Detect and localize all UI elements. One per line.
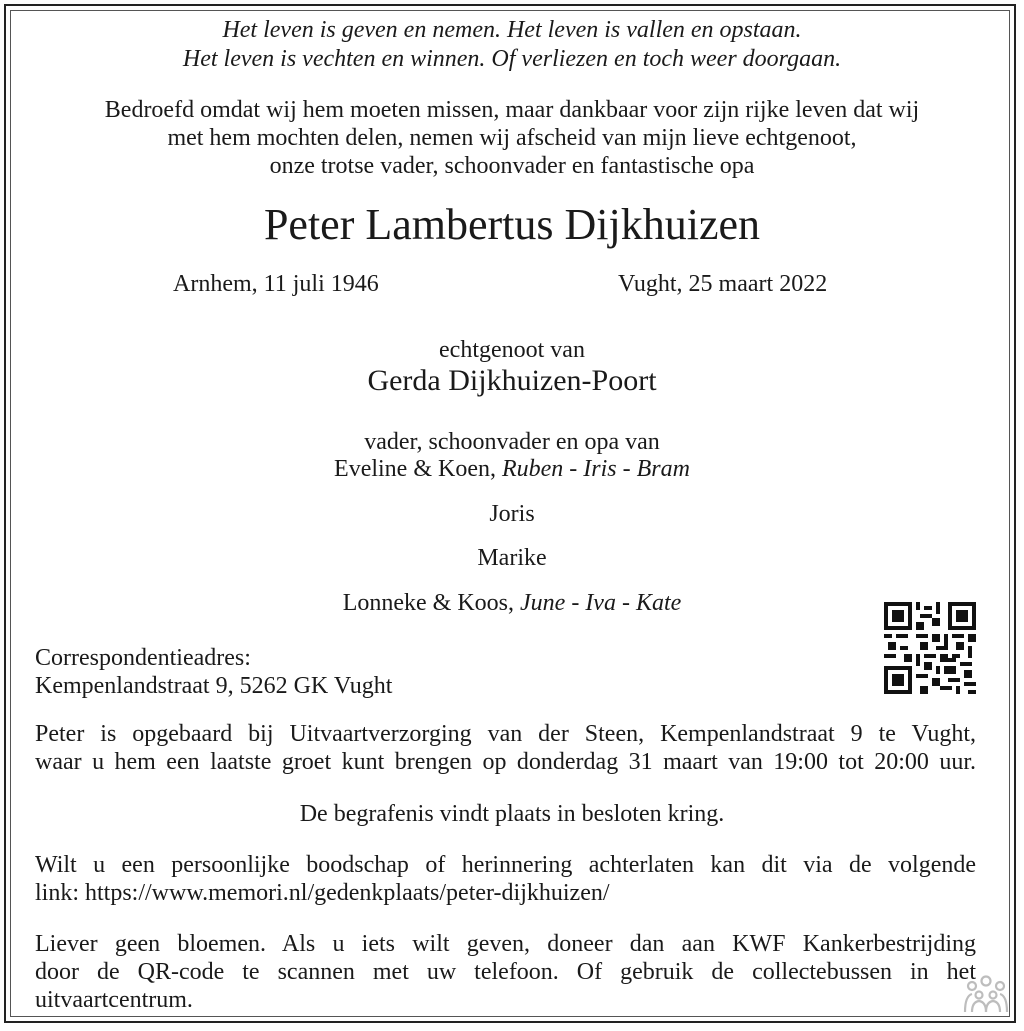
family-label: vader, schoonvader en opa van bbox=[364, 429, 660, 455]
family-row-1 bbox=[6, 455, 1018, 484]
intro-line-3: onze trotse vader, schoonvader en fantastische opa bbox=[269, 153, 755, 179]
obituary-card bbox=[4, 4, 1016, 1023]
family-row-2 bbox=[6, 500, 1018, 529]
birth-place-date: Arnhem, 11 juli 1946 bbox=[173, 271, 379, 297]
family-row-4 bbox=[6, 589, 1018, 618]
correspondence-label: Correspondentieadres: bbox=[35, 645, 251, 671]
intro-line-1: Bedroefd omdat wij hem moeten missen, maar dankbaar voor zijn rijke leven dat wij bbox=[104, 97, 920, 123]
correspondence-address: Kempenlandstraat 9, 5262 GK Vught bbox=[35, 673, 393, 699]
donation-line-1: Liever geen bloemen. Als u iets wilt geven, doneer dan aan KWF Kankerbestrijding bbox=[35, 931, 976, 957]
people-logo-icon bbox=[962, 974, 1010, 1014]
viewing-line-2: waar u hem een laatste groet kunt brengen op donderdag 31 maart van 19:00 tot 20:00 uur. bbox=[35, 749, 976, 775]
family-row-4-grandchildren: June - Iva - Kate bbox=[520, 590, 682, 616]
memorial-line-2: link: https://www.memori.nl/gedenkplaats/peter-dijkhuizen/ bbox=[35, 880, 610, 906]
family-row-1-names: Eveline & Koen, bbox=[334, 456, 496, 482]
family-row-2-names: Joris bbox=[489, 501, 535, 527]
spouse-name: Gerda Dijkhuizen-Poort bbox=[367, 364, 657, 397]
family-row-1-grandchildren: Ruben - Iris - Bram bbox=[501, 456, 690, 482]
qr-code-icon[interactable] bbox=[884, 602, 976, 694]
intro-line-2: met hem mochten delen, nemen wij afscheid van mijn lieve echtgenoot, bbox=[167, 125, 857, 151]
family-row-3-names: Marike bbox=[477, 545, 547, 571]
viewing-line-1: Peter is opgebaard bij Uitvaartverzorging van der Steen, Kempenlandstraat 9 te Vught, bbox=[35, 721, 976, 747]
motto-line-2: Het leven is vechten en winnen. Of verliezen en toch weer doorgaan. bbox=[182, 46, 842, 72]
donation-line-3: uitvaartcentrum. bbox=[35, 987, 193, 1013]
death-place-date: Vught, 25 maart 2022 bbox=[618, 271, 828, 297]
funeral-note: De begrafenis vindt plaats in besloten kring. bbox=[299, 801, 725, 827]
deceased-name: Peter Lambertus Dijkhuizen bbox=[263, 200, 761, 249]
family-row-3 bbox=[6, 544, 1018, 573]
memorial-line-1: Wilt u een persoonlijke boodschap of herinnering achterlaten kan dit via de volgende bbox=[35, 852, 976, 878]
donation-line-2: door de QR-code te scannen met uw telefoon. Of gebruik de collectebussen in het bbox=[35, 959, 976, 985]
motto-line-1: Het leven is geven en nemen. Het leven is vallen en opstaan. bbox=[222, 17, 802, 43]
family-row-4-names: Lonneke & Koos, bbox=[342, 590, 515, 616]
spouse-label: echtgenoot van bbox=[439, 337, 585, 363]
